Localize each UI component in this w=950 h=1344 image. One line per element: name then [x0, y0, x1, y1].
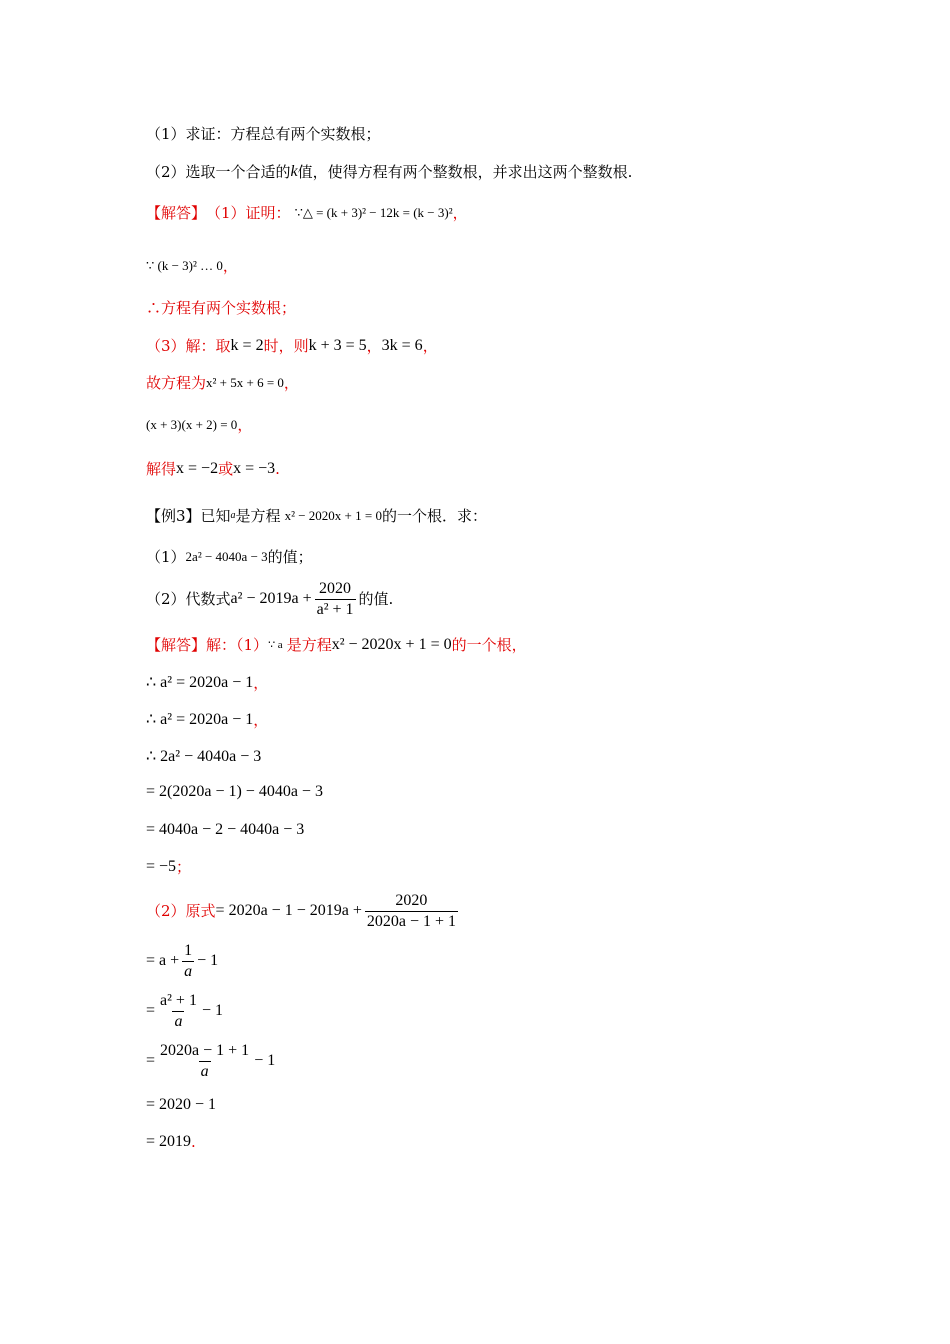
solution-3-sep: ，	[366, 337, 382, 355]
step-fraction	[182, 941, 194, 982]
question-2	[146, 162, 632, 182]
step-post: − 1	[201, 1002, 223, 1019]
fraction-numerator: 2020a − 1 + 1	[160, 1041, 250, 1059]
k-value: k = 2	[230, 337, 264, 354]
solution-3b	[146, 373, 299, 393]
final-2	[146, 1132, 196, 1152]
example-3-a: a	[230, 510, 236, 521]
solution-3b-lead: 故方程为	[146, 374, 207, 392]
answer-mid: 是方程	[286, 636, 332, 654]
step-pre: = a +	[146, 952, 180, 969]
example-3-q1	[146, 547, 313, 567]
step-post: − 1	[254, 1052, 276, 1069]
step-1-4	[146, 782, 323, 802]
step-1-3	[146, 747, 261, 767]
example-3-q1-tail: 的值；	[267, 548, 313, 566]
step-pre: =	[146, 1052, 156, 1069]
solution-3-lead: （3）解：取	[146, 337, 231, 355]
step-1-5	[146, 820, 304, 840]
final-1	[146, 1095, 216, 1115]
example-3-equation: x² − 2020x + 1 = 0	[284, 508, 382, 523]
solution-1b-tail: ，	[222, 257, 238, 275]
example-3-q2-lead: （2）代数式	[146, 590, 231, 608]
fraction-numerator: 2020	[319, 579, 352, 597]
example-3-tag: 【例3】已知	[146, 507, 231, 525]
question-1	[146, 124, 381, 144]
step-1-1	[146, 673, 268, 693]
solution-3b-tail: ，	[283, 374, 299, 392]
nonneg-formula: ∵ (k − 3)² … 0	[146, 258, 223, 273]
solution-3	[146, 336, 438, 356]
solution-tag: 【解答】	[146, 204, 207, 222]
step-2-3	[146, 1040, 275, 1082]
solution-3-tail: ，	[422, 337, 438, 355]
fraction-numerator: a² + 1	[160, 991, 197, 1009]
part-2-expr: = 2020a − 1 − 2019a +	[215, 902, 362, 919]
solution-3d-mid: 或	[218, 460, 234, 478]
fraction-denominator: 2020a − 1 + 1	[366, 912, 456, 930]
solution-3c-tail: ，	[237, 416, 253, 434]
step-post: − 1	[197, 952, 219, 969]
example-3-q1-expr: 2a² − 4040a − 3	[185, 549, 268, 564]
fraction-denominator: a	[174, 1012, 183, 1030]
solution-1b	[146, 256, 238, 276]
question-2-k: k	[290, 163, 298, 180]
solution-3c	[146, 415, 252, 435]
step-math: = −5	[146, 858, 177, 875]
factored-equation: (x + 3)(x + 2) = 0	[146, 417, 238, 432]
fraction-denominator: a	[184, 962, 193, 980]
quadratic-equation: x² + 5x + 6 = 0	[206, 375, 284, 390]
step-tail: ，	[253, 674, 269, 692]
fraction-numerator: 1	[184, 941, 193, 959]
example-3	[146, 506, 487, 526]
fraction-denominator: a	[200, 1062, 209, 1080]
step-math: ∴ a² = 2020a − 1	[146, 674, 254, 691]
example-3-mid: 是方程	[235, 507, 281, 525]
final-1-expr: = 2020 − 1	[146, 1096, 217, 1113]
answer-tail: 的一个根，	[451, 636, 527, 654]
example-3-q1-lead: （1）	[146, 548, 186, 566]
solution-1-lead: （1）证明：	[206, 204, 291, 222]
step-pre: =	[146, 1002, 156, 1019]
solution-1c	[146, 298, 296, 318]
discriminant-formula: ∵△ = (k + 3)² − 12k = (k − 3)²	[294, 205, 453, 220]
solution-1-tail: ，	[452, 204, 468, 222]
solution-1c-text: ∴方程有两个实数根；	[146, 299, 297, 317]
question-1-text: （1）求证：方程总有两个实数根；	[146, 125, 381, 143]
example-3-q2-tail: 的值.	[358, 590, 394, 608]
solution-3d-lead: 解得	[146, 460, 177, 478]
example-3-tail: 的一个根．求：	[381, 507, 487, 525]
k-plus-3: k + 3 = 5	[308, 337, 367, 354]
part-2-lead: （2）原式	[146, 902, 216, 920]
step-math: = 2(2020a − 1) − 4040a − 3	[146, 783, 323, 800]
because-a: ∵ a	[268, 639, 283, 651]
example-3-q2-expr: a² − 2019a +	[230, 590, 312, 607]
example-3-q2-fraction	[315, 579, 356, 620]
step-tail: ，	[253, 711, 269, 729]
part-2-fraction	[365, 891, 458, 932]
three-k: 3k = 6	[381, 337, 423, 354]
fraction-numerator: 2020	[395, 891, 428, 909]
solution-3-mid: 时，则	[263, 337, 309, 355]
step-1-6	[146, 857, 191, 877]
step-2-1	[146, 940, 218, 982]
step-math: ∴ a² = 2020a − 1	[146, 711, 254, 728]
step-1-2	[146, 710, 268, 730]
answer-equation: x² − 2020x + 1 = 0	[331, 636, 452, 653]
final-tail: .	[191, 1133, 196, 1151]
question-2-pre: （2）选取一个合适的	[146, 163, 291, 181]
step-2-2	[146, 990, 223, 1032]
root-1: x = −2	[176, 460, 219, 477]
part-2	[146, 890, 461, 932]
root-2: x = −3	[233, 460, 276, 477]
solution-1	[146, 203, 468, 223]
step-math: = 4040a − 2 − 4040a − 3	[146, 821, 305, 838]
step-fraction	[158, 991, 199, 1032]
step-tail: ；	[176, 858, 192, 876]
fraction-denominator: a² + 1	[316, 600, 354, 618]
final-answer: = 2019	[146, 1133, 192, 1150]
answer-header	[146, 635, 527, 655]
answer-lead: 解：（1）	[206, 636, 269, 654]
example-3-q2	[146, 578, 393, 620]
answer-tag: 【解答】	[146, 636, 207, 654]
step-math: ∴ 2a² − 4040a − 3	[146, 748, 262, 765]
question-2-post: 值，使得方程有两个整数根，并求出这两个整数根.	[297, 163, 633, 181]
solution-3d-tail: .	[275, 460, 280, 478]
step-fraction	[158, 1041, 251, 1082]
solution-3d	[146, 459, 280, 479]
